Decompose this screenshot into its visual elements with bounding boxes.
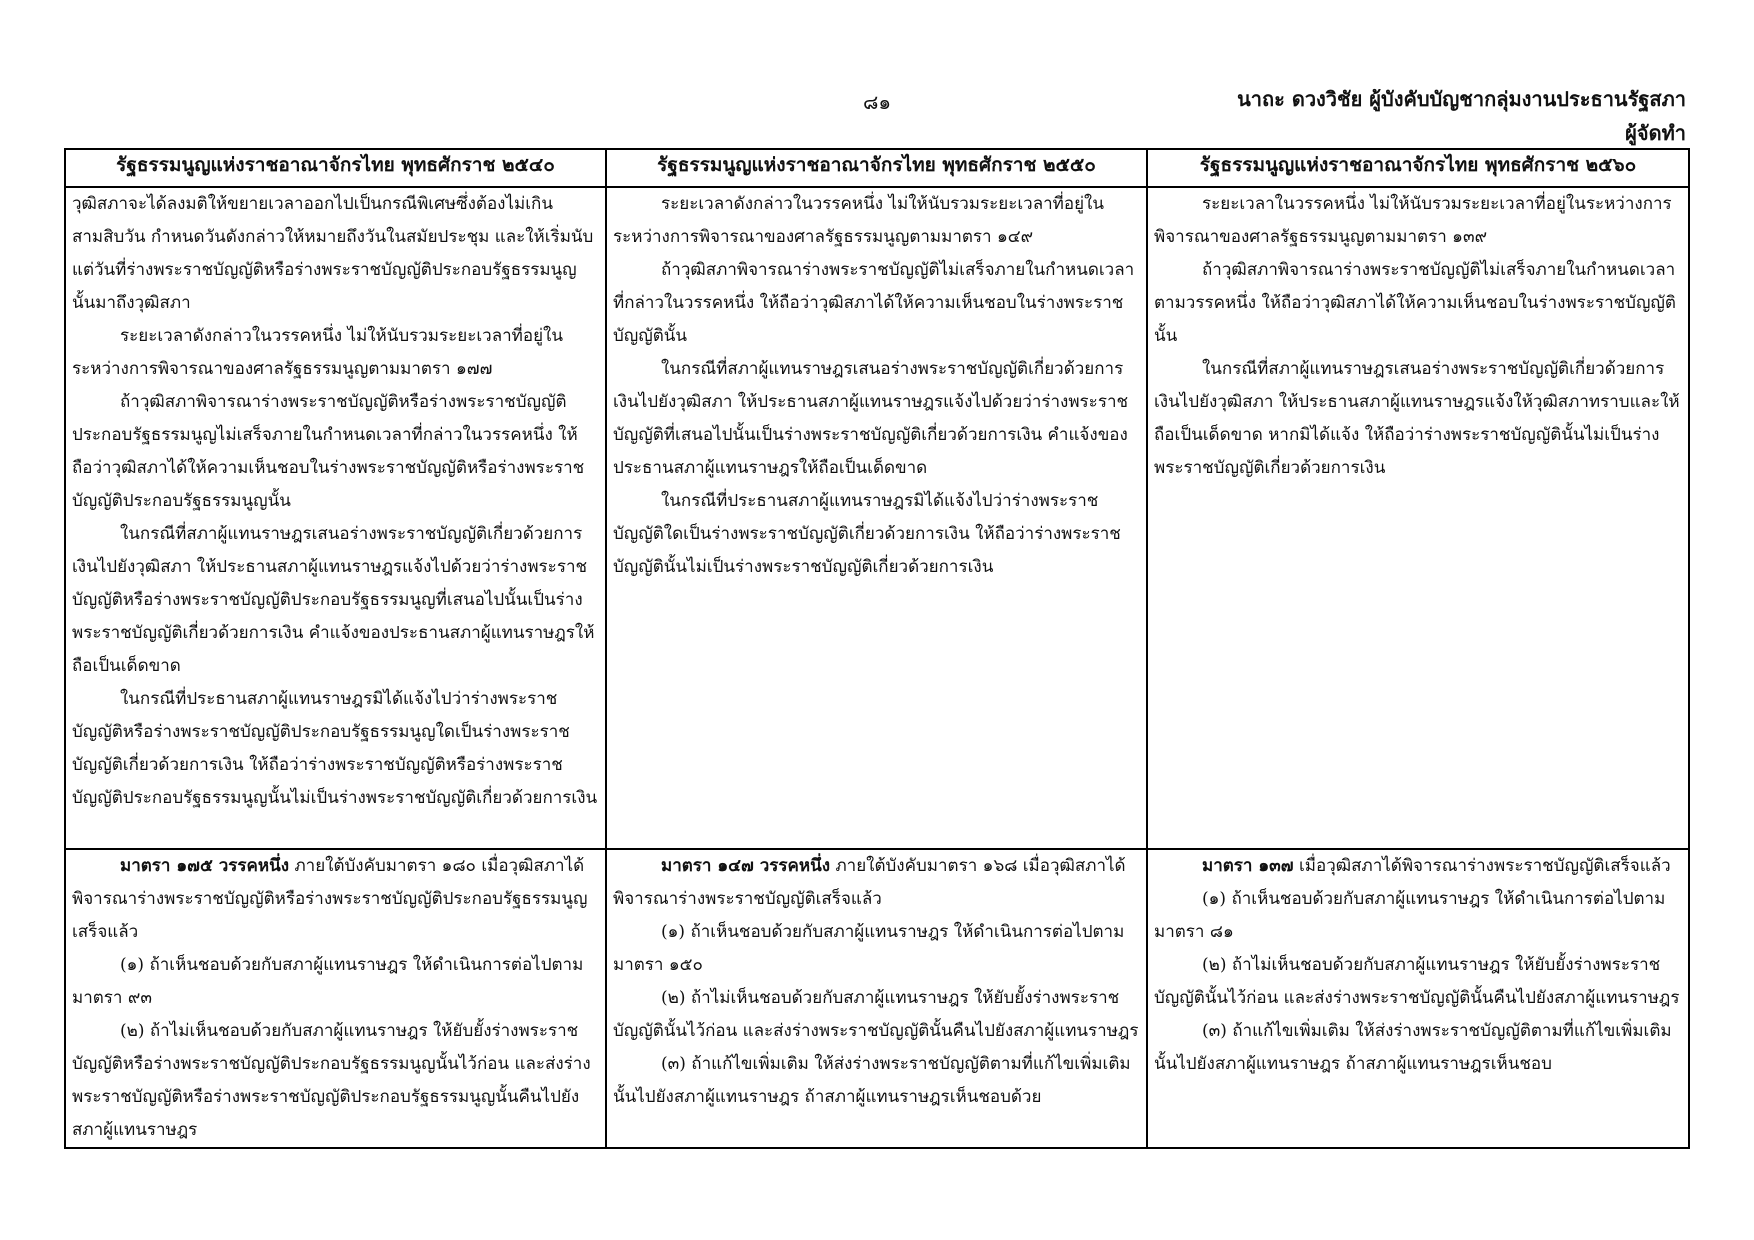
paragraph: ในกรณีที่ประธานสภาผู้แทนราษฎรมิได้แจ้งไปว่าร่างพระราชบัญญัติใดเป็นร่างพระราชบัญญัติเกี่ยวด้วยการเงิน ให้ถือว่าร่างพระราชบัญญัตินั้นไม่เป็นร่างพระราชบัญญัติเกี่ยวด้วยการเงิน xyxy=(613,491,1121,577)
paragraph: ในกรณีที่ประธานสภาผู้แทนราษฎรมิได้แจ้งไปว่าร่างพระราชบัญญัติหรือร่างพระราชบัญญัติประกอบรัฐธรรมนูญใดเป็นร่างพระราชบัญญัติเกี่ยวด้วยการเงิน ให้ถือว่าร่างพระราชบัญญัติหรือร่างพระราชบัญญัติประกอบรัฐธรรมนูญนั้นไม่เป็นร่างพระราชบัญญัติเกี่ยวด้วยการเงิน xyxy=(72,689,598,808)
paragraph: (๑) ถ้าเห็นชอบด้วยกับสภาผู้แทนราษฎร ให้ดำเนินการต่อไปตามมาตรา ๑๕๐ xyxy=(613,922,1125,975)
paragraph: (๒) ถ้าไม่เห็นชอบด้วยกับสภาผู้แทนราษฎร ให้ยับยั้งร่างพระราชบัญญัตินั้นไว้ก่อน และส่งร่างพระราชบัญญัตินั้นคืนไปยังสภาผู้แทนราษฎร xyxy=(613,988,1139,1041)
paragraph: ระยะเวลาในวรรคหนึ่ง ไม่ให้นับรวมระยะเวลาที่อยู่ในระหว่างการพิจารณาของศาลรัฐธรรมนูญตามมาตรา ๑๓๙ xyxy=(1154,194,1672,247)
table-row xyxy=(65,849,1689,1148)
article-lead xyxy=(1154,850,1682,883)
article-lead-text: ภายใต้บังคับมาตรา ๑๘๐ เมื่อวุฒิสภาได้พิจารณาร่างพระราชบัญญัติหรือร่างพระราชบัญญัติประกอบรัฐธรรมนูญเสร็จแล้ว xyxy=(72,856,588,942)
author-role: ผู้จัดทำ xyxy=(1625,121,1686,145)
paragraph: (๒) ถ้าไม่เห็นชอบด้วยกับสภาผู้แทนราษฎร ให้ยับยั้งร่างพระราชบัญญัตินั้นไว้ก่อน และส่งร่างพระราชบัญญัตินั้นคืนไปยังสภาผู้แทนราษฎร xyxy=(1154,955,1680,1008)
paragraph: (๑) ถ้าเห็นชอบด้วยกับสภาผู้แทนราษฎร ให้ดำเนินการต่อไปตามมาตรา ๘๑ xyxy=(1154,889,1666,942)
paragraph: ถ้าวุฒิสภาพิจารณาร่างพระราชบัญญัติไม่เสร็จภายในกำหนดเวลาที่กล่าวในวรรคหนึ่ง ให้ถือว่าวุฒิสภาได้ให้ความเห็นชอบในร่างพระราชบัญญัตินั้น xyxy=(613,260,1135,346)
article-lead-text: ภายใต้บังคับมาตรา ๑๖๘ เมื่อวุฒิสภาได้พิจารณาร่างพระราชบัญญัติเสร็จแล้ว xyxy=(613,856,1126,909)
page-number: ๘๑ xyxy=(862,90,892,114)
author-block xyxy=(1237,82,1686,150)
cell-2560-row2 xyxy=(1147,849,1689,1148)
cell-2540-row2 xyxy=(65,849,606,1148)
paragraph: ในกรณีที่สภาผู้แทนราษฎรเสนอร่างพระราชบัญญัติเกี่ยวด้วยการเงินไปยังวุฒิสภา ให้ประธานสภาผู้แทนราษฎรแจ้งไปด้วยว่าร่างพระราชบัญญัติหรือร่างพระราชบัญญัติประกอบรัฐธรรมนูญที่เสนอไปนั้นเป็นร่างพระราชบัญญัติเกี่ยวด้วยการเงิน คำแจ้งของประธานสภาผู้แทนราษฎรให้ถือเป็นเด็ดขาด xyxy=(72,524,595,676)
column-header-2550: รัฐธรรมนูญแห่งราชอาณาจักรไทย พุทธศักราช ๒๕๕๐ xyxy=(606,149,1147,187)
paragraph: ระยะเวลาดังกล่าวในวรรคหนึ่ง ไม่ให้นับรวมระยะเวลาที่อยู่ในระหว่างการพิจารณาของศาลรัฐธรรมนูญตามมาตรา ๑๔๙ xyxy=(613,194,1104,247)
paragraph: ในกรณีที่สภาผู้แทนราษฎรเสนอร่างพระราชบัญญัติเกี่ยวด้วยการเงินไปยังวุฒิสภา ให้ประธานสภาผู้แทนราษฎรแจ้งให้วุฒิสภาทราบและให้ถือเป็นเด็ดขาด หากมิได้แจ้ง ให้ถือว่าร่างพระราชบัญญัตินั้นไม่เป็นร่างพระราชบัญญัติเกี่ยวด้วยการเงิน xyxy=(1154,359,1680,478)
article-lead xyxy=(613,850,1140,916)
cell-2560-row1 xyxy=(1147,187,1689,849)
column-header-2560: รัฐธรรมนูญแห่งราชอาณาจักรไทย พุทธศักราช ๒๕๖๐ xyxy=(1147,149,1689,187)
cell-2550-row1 xyxy=(606,187,1147,849)
paragraph: (๓) ถ้าแก้ไขเพิ่มเติม ให้ส่งร่างพระราชบัญญัติตามที่แก้ไขเพิ่มเติมนั้นไปยังสภาผู้แทนราษฎร ถ้าสภาผู้แทนราษฎรเห็นชอบ xyxy=(1154,1021,1672,1074)
paragraph: ถ้าวุฒิสภาพิจารณาร่างพระราชบัญญัติไม่เสร็จภายในกำหนดเวลาตามวรรคหนึ่ง ให้ถือว่าวุฒิสภาได้ให้ความเห็นชอบในร่างพระราชบัญญัตินั้น xyxy=(1154,260,1676,346)
paragraph: ระยะเวลาดังกล่าวในวรรคหนึ่ง ไม่ให้นับรวมระยะเวลาที่อยู่ในระหว่างการพิจารณาของศาลรัฐธรรมนูญตามมาตรา ๑๗๗ xyxy=(72,326,563,379)
paragraph: ในกรณีที่สภาผู้แทนราษฎรเสนอร่างพระราชบัญญัติเกี่ยวด้วยการเงินไปยังวุฒิสภา ให้ประธานสภาผู้แทนราษฎรแจ้งไปด้วยว่าร่างพระราชบัญญัติที่เสนอไปนั้นเป็นร่างพระราชบัญญัติเกี่ยวด้วยการเงิน คำแจ้งของประธานสภาผู้แทนราษฎรให้ถือเป็นเด็ดขาด xyxy=(613,359,1129,478)
table-row xyxy=(65,187,1689,849)
author-name: นาถะ ดวงวิชัย ผู้บังคับบัญชากลุ่มงานประธานรัฐสภา xyxy=(1237,87,1686,111)
article-number: มาตรา ๑๓๗ xyxy=(1202,856,1294,876)
cell-2550-row2 xyxy=(606,849,1147,1148)
paragraph: ถ้าวุฒิสภาพิจารณาร่างพระราชบัญญัติหรือร่างพระราชบัญญัติประกอบรัฐธรรมนูญไม่เสร็จภายในกำหนดเวลาที่กล่าวในวรรคหนึ่ง ให้ถือว่าวุฒิสภาได้ให้ความเห็นชอบในร่างพระราชบัญญัติหรือร่างพระราชบัญญัติประกอบรัฐธรรมนูญนั้น xyxy=(72,392,585,511)
cell-2540-row1 xyxy=(65,187,606,849)
article-lead-text: เมื่อวุฒิสภาได้พิจารณาร่างพระราชบัญญัติเสร็จแล้ว xyxy=(1293,856,1671,876)
article-lead xyxy=(72,850,599,949)
comparison-table xyxy=(64,148,1690,1149)
paragraph: วุฒิสภาจะได้ลงมติให้ขยายเวลาออกไปเป็นกรณีพิเศษซึ่งต้องไม่เกินสามสิบวัน กำหนดวันดังกล่าวให้หมายถึงวันในสมัยประชุม และให้เริ่มนับแต่วันที่ร่างพระราชบัญญัติหรือร่างพระราชบัญญัติประกอบรัฐธรรมนูญนั้นมาถึงวุฒิสภา xyxy=(72,194,594,313)
column-header-2540: รัฐธรรมนูญแห่งราชอาณาจักรไทย พุทธศักราช ๒๕๔๐ xyxy=(65,149,606,187)
paragraph: (๓) ถ้าแก้ไขเพิ่มเติม ให้ส่งร่างพระราชบัญญัติตามที่แก้ไขเพิ่มเติมนั้นไปยังสภาผู้แทนราษฎร ถ้าสภาผู้แทนราษฎรเห็นชอบด้วย xyxy=(613,1054,1131,1107)
paragraph: (๒) ถ้าไม่เห็นชอบด้วยกับสภาผู้แทนราษฎร ให้ยับยั้งร่างพระราชบัญญัติหรือร่างพระราชบัญญัติประกอบรัฐธรรมนูญนั้นไว้ก่อน และส่งร่างพระราชบัญญัติหรือร่างพระราชบัญญัติประกอบรัฐธรรมนูญนั้นคืนไปยังสภาผู้แทนราษฎร xyxy=(72,1021,591,1140)
table-header-row xyxy=(65,149,1689,187)
article-number: มาตรา ๑๗๕ วรรคหนึ่ง xyxy=(120,856,290,876)
article-number: มาตรา ๑๔๗ วรรคหนึ่ง xyxy=(661,856,831,876)
paragraph: (๑) ถ้าเห็นชอบด้วยกับสภาผู้แทนราษฎร ให้ดำเนินการต่อไปตามมาตรา ๙๓ xyxy=(72,955,584,1008)
